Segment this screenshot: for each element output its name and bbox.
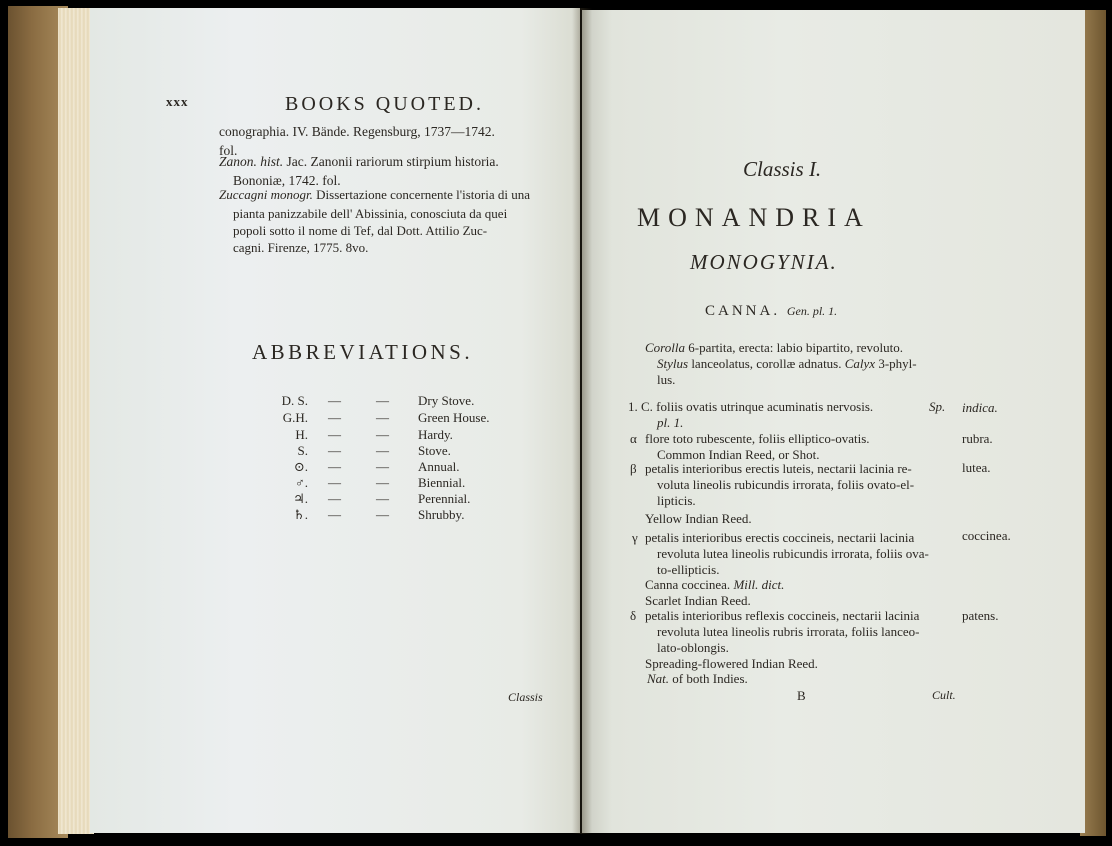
- abbr-meaning: Annual.: [418, 459, 460, 474]
- genus-reference: Gen. pl. 1.: [786, 304, 838, 318]
- abbreviations-title: ABBREVIATIONS.: [252, 340, 474, 364]
- abbr-meaning: Green House.: [418, 410, 490, 425]
- char-term: Calyx: [844, 356, 876, 371]
- abbr-dash: —: [328, 459, 341, 474]
- abbr-dash: —: [376, 427, 389, 442]
- abbr-symbol: ⊙.: [293, 459, 308, 474]
- entry-line: Jac. Zanonii rariorum stirpium historia.: [286, 154, 499, 169]
- variety-name: lutea.: [962, 460, 991, 475]
- char-text: 3-phyl-: [878, 356, 917, 371]
- species-text: C. foliis ovatis utrinque acuminatis nervosis.: [641, 399, 874, 414]
- classis-heading: Classis I.: [743, 157, 822, 181]
- nat-label: Nat.: [647, 671, 670, 686]
- char-term: Corolla: [645, 340, 685, 355]
- variety-line: flore toto rubescente, foliis elliptico-ovatis.: [645, 431, 870, 446]
- abbr-dash: —: [328, 410, 341, 425]
- entry-abbrev: Zanon. hist.: [219, 154, 284, 169]
- entry-line: conographia. IV. Bände. Regensburg, 1737—1742.: [219, 124, 495, 139]
- native-line: [647, 670, 748, 687]
- abbreviation-row: [268, 459, 498, 476]
- catchword: Classis: [508, 690, 543, 704]
- variety-line: petalis interioribus reflexis coccineis, nectarii lacinia: [645, 608, 920, 623]
- variety-line: Common Indian Reed, or Shot.: [657, 447, 820, 462]
- variety-line: petalis interioribus erectis coccineis, nectarii lacinia: [645, 530, 915, 545]
- variety-line: Spreading-flowered Indian Reed.: [645, 656, 818, 671]
- variety-mark: β: [630, 461, 637, 476]
- entry-line: fol.: [219, 143, 238, 158]
- variety-line: voluta lineolis rubicundis irrorata, foliis ovato-el-: [657, 477, 915, 492]
- abbr-dash: —: [328, 491, 341, 506]
- species-line: [628, 398, 873, 415]
- abbr-meaning: Biennial.: [418, 475, 466, 490]
- entry-line: pianta panizzabile dell' Abissinia, conosciuta da quei: [233, 206, 508, 221]
- abbr-meaning: Hardy.: [418, 427, 453, 442]
- synonym-ref: Mill. dict.: [733, 577, 785, 592]
- book-gutter: [572, 8, 592, 834]
- page-edges: [58, 8, 94, 834]
- synonym: Canna coccinea.: [645, 577, 731, 592]
- variety-line: revoluta lutea lineolis rubris irrorata, foliis lanceo-: [657, 624, 920, 639]
- zuccagni-entry: [219, 185, 530, 204]
- variety-name: rubra.: [962, 431, 993, 446]
- char-text: 6-partita, erecta: labio bipartito, revoluto.: [688, 340, 904, 355]
- abbr-dash: —: [328, 443, 341, 458]
- entry-line: Bononiæ, 1742. fol.: [233, 173, 341, 188]
- species-name: indica.: [962, 400, 998, 415]
- entry-line: Dissertazione concernente l'istoria di una: [316, 187, 531, 202]
- abbr-dash: —: [376, 459, 389, 474]
- variety-line: lato-oblongis.: [657, 640, 729, 655]
- common-name: Scarlet Indian Reed.: [645, 593, 751, 608]
- abbreviation-row: [268, 393, 498, 410]
- variety-name: patens.: [962, 608, 999, 623]
- entry-line: cagni. Firenze, 1775. 8vo.: [233, 240, 369, 255]
- abbr-dash: —: [376, 410, 389, 425]
- running-head: BOOKS QUOTED.: [285, 93, 484, 115]
- abbr-meaning: Perennial.: [418, 491, 471, 506]
- abbr-dash: —: [376, 443, 389, 458]
- abbr-dash: —: [376, 475, 389, 490]
- abbreviation-row: [268, 443, 498, 460]
- abbr-dash: —: [376, 393, 389, 408]
- abbr-dash: —: [376, 491, 389, 506]
- abbr-meaning: Stove.: [418, 443, 451, 458]
- variety-mark: γ: [632, 530, 638, 545]
- abbr-symbol: D. S.: [281, 393, 308, 408]
- abbreviation-row: [268, 410, 498, 427]
- nat-text: of both Indies.: [672, 671, 748, 686]
- abbr-symbol: H.: [295, 427, 308, 442]
- zanon-entry: [219, 152, 499, 171]
- genus-heading: [705, 303, 837, 320]
- canna-coccinea-line: [645, 576, 784, 593]
- abbreviation-row: [268, 475, 498, 492]
- character-line: [657, 355, 917, 372]
- variety-name: coccinea.: [962, 528, 1011, 543]
- entry-abbrev: Zuccagni monogr.: [219, 187, 313, 202]
- catchword: Cult.: [932, 688, 956, 702]
- abbr-symbol: ♃.: [293, 491, 308, 506]
- abbr-dash: —: [328, 475, 341, 490]
- variety-line: lipticis.: [657, 493, 696, 508]
- abbr-symbol: ♂.: [295, 475, 308, 490]
- character-line: [645, 339, 903, 356]
- variety-line: to-ellipticis.: [657, 562, 720, 577]
- abbr-dash: —: [328, 427, 341, 442]
- species-ref: Sp.: [929, 399, 946, 414]
- abbr-symbol: ♄.: [293, 507, 308, 522]
- order-name: MONOGYNIA.: [690, 250, 838, 274]
- char-text: lanceolatus, corollæ adnatus.: [691, 356, 842, 371]
- entry-line: popoli sotto il nome di Tef, dal Dott. Attilio Zuc-: [233, 223, 488, 238]
- abbr-symbol: G.H.: [282, 410, 308, 425]
- abbr-meaning: Dry Stove.: [418, 393, 475, 408]
- abbr-dash: —: [328, 507, 341, 522]
- abbreviation-row: [268, 491, 498, 508]
- variety-line: petalis interioribus erectis luteis, nectarii lacinia re-: [645, 461, 912, 476]
- genus-name: CANNA.: [705, 303, 781, 319]
- variety-mark: δ: [630, 608, 637, 623]
- abbr-meaning: Shrubby.: [418, 507, 465, 522]
- abbr-symbol: S.: [297, 443, 308, 458]
- species-ref-page: pl. 1.: [657, 415, 684, 430]
- abbreviation-row: [268, 427, 498, 444]
- variety-line: Yellow Indian Reed.: [645, 511, 752, 526]
- signature-mark: B: [797, 688, 806, 703]
- character-line: lus.: [657, 372, 676, 387]
- abbreviation-row: [268, 507, 498, 524]
- page-number: xxx: [166, 94, 189, 109]
- abbr-dash: —: [376, 507, 389, 522]
- char-term: Stylus: [657, 356, 689, 371]
- variety-line: revoluta lutea lineolis rubicundis irrorata, foliis ova-: [657, 546, 929, 561]
- abbr-dash: —: [328, 393, 341, 408]
- variety-mark: α: [630, 431, 637, 446]
- species-number: 1.: [628, 399, 638, 414]
- class-name: MONANDRIA: [637, 203, 871, 232]
